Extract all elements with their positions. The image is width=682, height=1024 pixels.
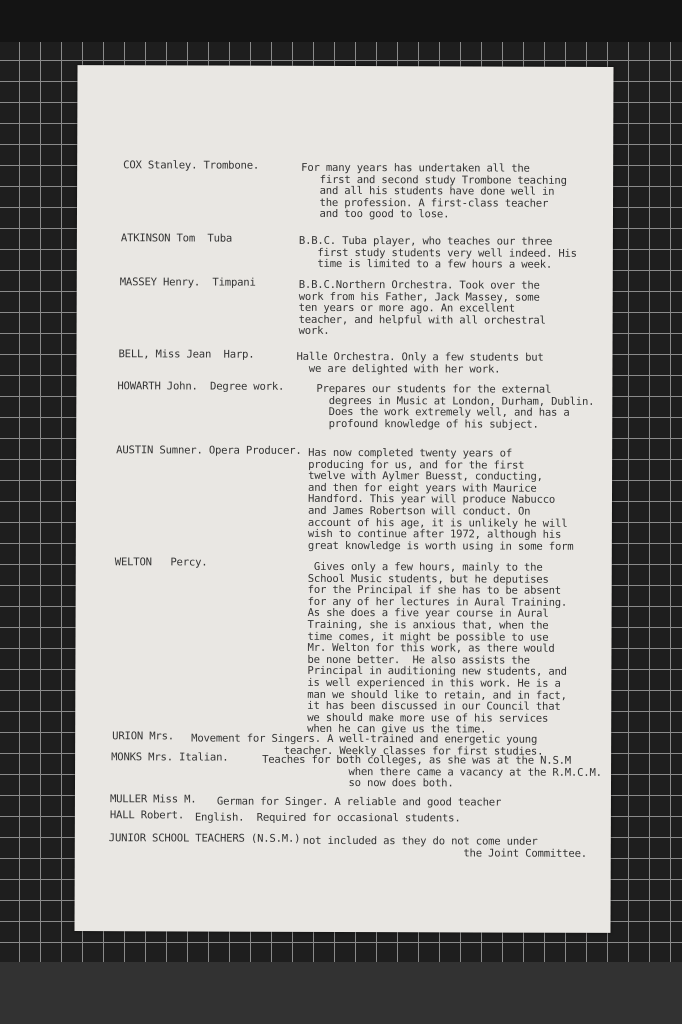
- entry-name: MONKS Mrs. Italian.: [111, 751, 229, 764]
- entry-name: COX Stanley. Trombone.: [123, 159, 260, 172]
- entry-text: B.B.C.Northern Orchestra. Took over the work from his Father, Jack Massey, some ten years or more ago. An excellent teacher, and helpful with all orchestral work.: [298, 278, 546, 338]
- entry-text: Has now completed twenty years of producing for us, and for the first twelve with Aylmer Buesst, conducting, and then for eight years with Maurice Handford. This year will produce Nabucco and James Robertson will conduct. On account of his age, it is unlikely he will wish to continue after 1972, although his great knowledge is worth using in some form: [307, 446, 574, 553]
- entry-text: English. Required for occasional students.: [194, 811, 461, 825]
- entry-text: For many years has undertaken all the first and second study Trombone teaching and all his students have done well in the profession. A first-class teacher and too good to lose.: [300, 161, 567, 221]
- entry-name: ATKINSON Tom Tuba: [120, 232, 233, 245]
- entry-text: Gives only a few hours, mainly to the School Music students, but he deputises for the Principal if she has to be absent for any of her lectures in Aural Training. As she does a five year course in Aural Training, she is anxious that, when the time comes, it might be possible to use Mr. Welton for this work, as there would be none better. He also assists the Principal in auditioning new students, and is well experienced in this work. He is a man we should like to retain, and in fact, it has been discussed in our Council that we should make more use of his services when he can give us the time.: [307, 560, 568, 736]
- typed-document-page: [74, 65, 613, 933]
- entry-text: not included as they do not come under the Joint Committee.: [302, 834, 587, 860]
- entry-text: Movement for Singers. A well-trained and energetic young teacher. Weekly classes for first studies.: [191, 732, 544, 758]
- entry-name: URION Mrs.: [112, 730, 174, 743]
- top-border: [0, 0, 682, 42]
- entry-text: Teaches for both colleges, as she was at the N.S.M when there came a vacancy at the R.M.C.M. so now does both.: [261, 753, 602, 790]
- entry-name: JUNIOR SCHOOL TEACHERS (N.S.M.): [108, 832, 301, 845]
- table-surface: [0, 962, 682, 1024]
- entry-name: AUSTIN Sumner. Opera Producer.: [116, 444, 302, 457]
- entry-text: Halle Orchestra. Only a few students but we are delighted with her work.: [296, 350, 544, 376]
- entry-name: MULLER Miss M.: [109, 793, 197, 806]
- entry-name: HOWARTH John. Degree work.: [117, 380, 285, 393]
- entry-text: Prepares our students for the external degrees in Music at London, Durham, Dublin. Does the work extremely well, and has a profound knowledge of his subject.: [316, 382, 595, 431]
- entry-name: HALL Robert.: [109, 809, 185, 822]
- entry-name: MASSEY Henry. Timpani: [119, 276, 256, 289]
- entry-text: B.B.C. Tuba player, who teaches our three first study students very well indeed. His time is limited to a few hours a week.: [298, 234, 577, 271]
- entry-name: WELTON Percy.: [114, 556, 208, 569]
- entry-name: BELL, Miss Jean Harp.: [118, 348, 255, 361]
- entry-text: German for Singer. A reliable and good teacher: [216, 795, 502, 809]
